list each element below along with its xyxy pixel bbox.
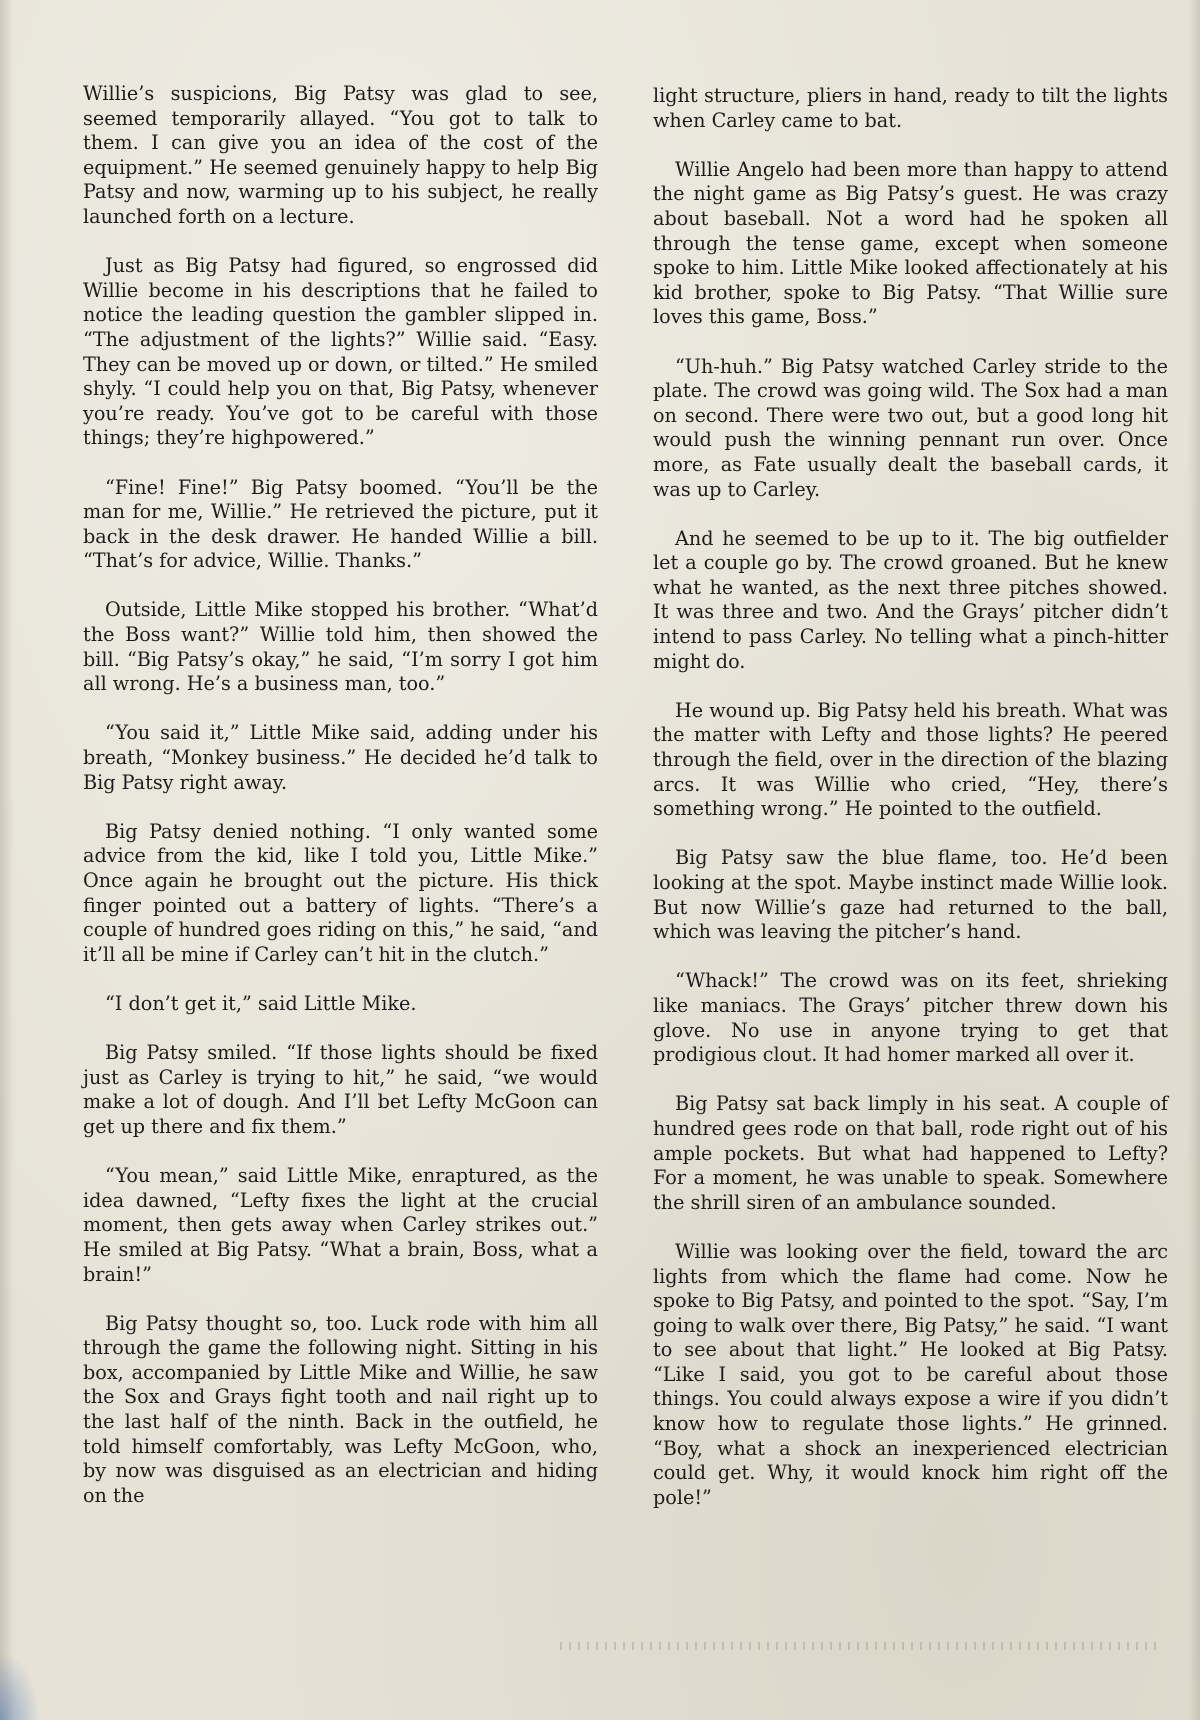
paragraph: Big Patsy saw the blue flame, too. He’d been looking at the spot. Maybe instinct made Willie look. But now Willie’s gaze had returned to the ball, which was leaving the pitcher’s hand. [653,846,1168,944]
paragraph: “You mean,” said Little Mike, enraptured, as the idea dawned, “Lefty fixes the light at the crucial moment, then gets away when Carley strikes out.” He smiled at Big Patsy. “What a brain, Boss, what a brain!” [83,1164,598,1286]
left-text-column [83,82,598,1533]
paragraph: He wound up. Big Patsy held his breath. What was the matter with Lefty and those lights? He peered through the field, over in the direction of the blazing arcs. It was Willie who cried, “Hey, there’s something wrong.” He pointed to the outfield. [653,698,1168,821]
paragraph: Big Patsy thought so, too. Luck rode with him all through the game the following night. Sitting in his box, accompanied by Little Mike and Willie, he saw the Sox and Grays fight tooth and nail right up to the last half of the ninth. Back in the outfield, he told himself comfortably, was Lefty McGoon, who, by now was disguised as an electrician and hiding on the [83,1311,598,1507]
paragraph: Willie’s suspicions, Big Patsy was glad to see, seemed temporarily allayed. “You got to talk to them. I can give you an idea of the cost of the equipment.” He seemed genuinely happy to help Big Patsy and now, warming up to his subject, he really launched forth on a lecture. [83,82,598,228]
page-edge-shadow-left [0,0,14,1720]
paragraph: Willie Angelo had been more than happy to attend the night game as Big Patsy’s guest. He was crazy about baseball. Not a word had he spoken all through the tense game, except when someone spoke to him. Little Mike looked affectionately at his kid brother, spoke to Big Patsy. “That Willie sure loves this game, Boss.” [653,157,1168,329]
paragraph: Big Patsy denied nothing. “I only wanted some advice from the kid, like I told you, Little Mike.” Once again he brought out the picture. His thick finger pointed out a battery of lights. “There’s a couple of hundred goes riding on this,” he said, “and it’ll all be mine if Carley can’t hit in the clutch.” [83,819,598,966]
page-edge-shadow-right [1188,0,1200,1720]
paragraph: “Whack!” The crowd was on its feet, shrieking like maniacs. The Grays’ pitcher threw down his glove. No use in anyone trying to get that prodigious clout. It had homer marked all over it. [653,969,1168,1067]
right-text-column [653,84,1168,1535]
paragraph: And he seemed to be up to it. The big outfielder let a couple go by. The crowd groaned. But he knew what he wanted, as the next three pitches showed. It was three and two. And the Grays’ pitcher didn’t intend to pass Carley. No telling what a pinch-hitter might do. [653,526,1168,673]
paragraph: light structure, pliers in hand, ready to tilt the lights when Carley came to bat. [653,84,1168,132]
paragraph: Big Patsy sat back limply in his seat. A couple of hundred gees rode on that ball, rode right out of his ample pockets. But what had happened to Lefty? For a moment, he was unable to speak. Somewhere the shrill siren of an ambulance sounded. [653,1092,1168,1214]
corner-ink-stain [0,1650,40,1720]
paragraph: “Fine! Fine!” Big Patsy boomed. “You’ll be the man for me, Willie.” He retrieved the picture, put it back in the desk drawer. He handed Willie a bill. “That’s for advice, Willie. Thanks.” [83,475,598,573]
paragraph: Just as Big Patsy had figured, so engrossed did Willie become in his descriptions that he failed to notice the leading question the gambler slipped in. “The adjustment of the lights?” Willie said. “Easy. They can be moved up or down, or tilted.” He smiled shyly. “I could help you on that, Big Patsy, whenever you’re ready. You’ve got to be careful with those things; they’re highpowered.” [83,254,598,450]
paragraph: “I don’t get it,” said Little Mike. [105,991,417,1015]
paragraph: “You said it,” Little Mike said, adding under his breath, “Monkey business.” He decided he’d talk to Big Patsy right away. [83,721,598,794]
paragraph: Big Patsy smiled. “If those lights should be fixed just as Carley is trying to hit,” he said, “we would make a lot of dough. And I’ll bet Lefty McGoon can get up there and fix them.” [83,1041,598,1138]
paragraph: “Uh-huh.” Big Patsy watched Carley stride to the plate. The crowd was going wild. The Sox had a man on second. There were two out, but a good long hit would push the winning pennant run over. Once more, as Fate usually dealt the baseball cards, it was up to Carley. [653,354,1168,501]
paragraph: Willie was looking over the field, toward the arc lights from which the flame had come. Now he spoke to Big Patsy, and pointed to the spot. “Say, I’m going to walk over there, Big Patsy,” he said. “I want to see about that light.” He looked at Big Patsy. “Like I said, you got to be careful about those things. You could always expose a wire if you didn’t know how to regulate those lights.” He grinned. “Boy, what a shock an inexperienced electrician could get. Why, it would knock him right off the pole!” [653,1239,1168,1509]
page-bottom-print-artifact [560,1642,1160,1650]
paragraph: Outside, Little Mike stopped his brother. “What’d the Boss want?” Willie told him, then showed the bill. “Big Patsy’s okay,” he said, “I’m sorry I got him all wrong. He’s a business man, too.” [83,598,598,696]
